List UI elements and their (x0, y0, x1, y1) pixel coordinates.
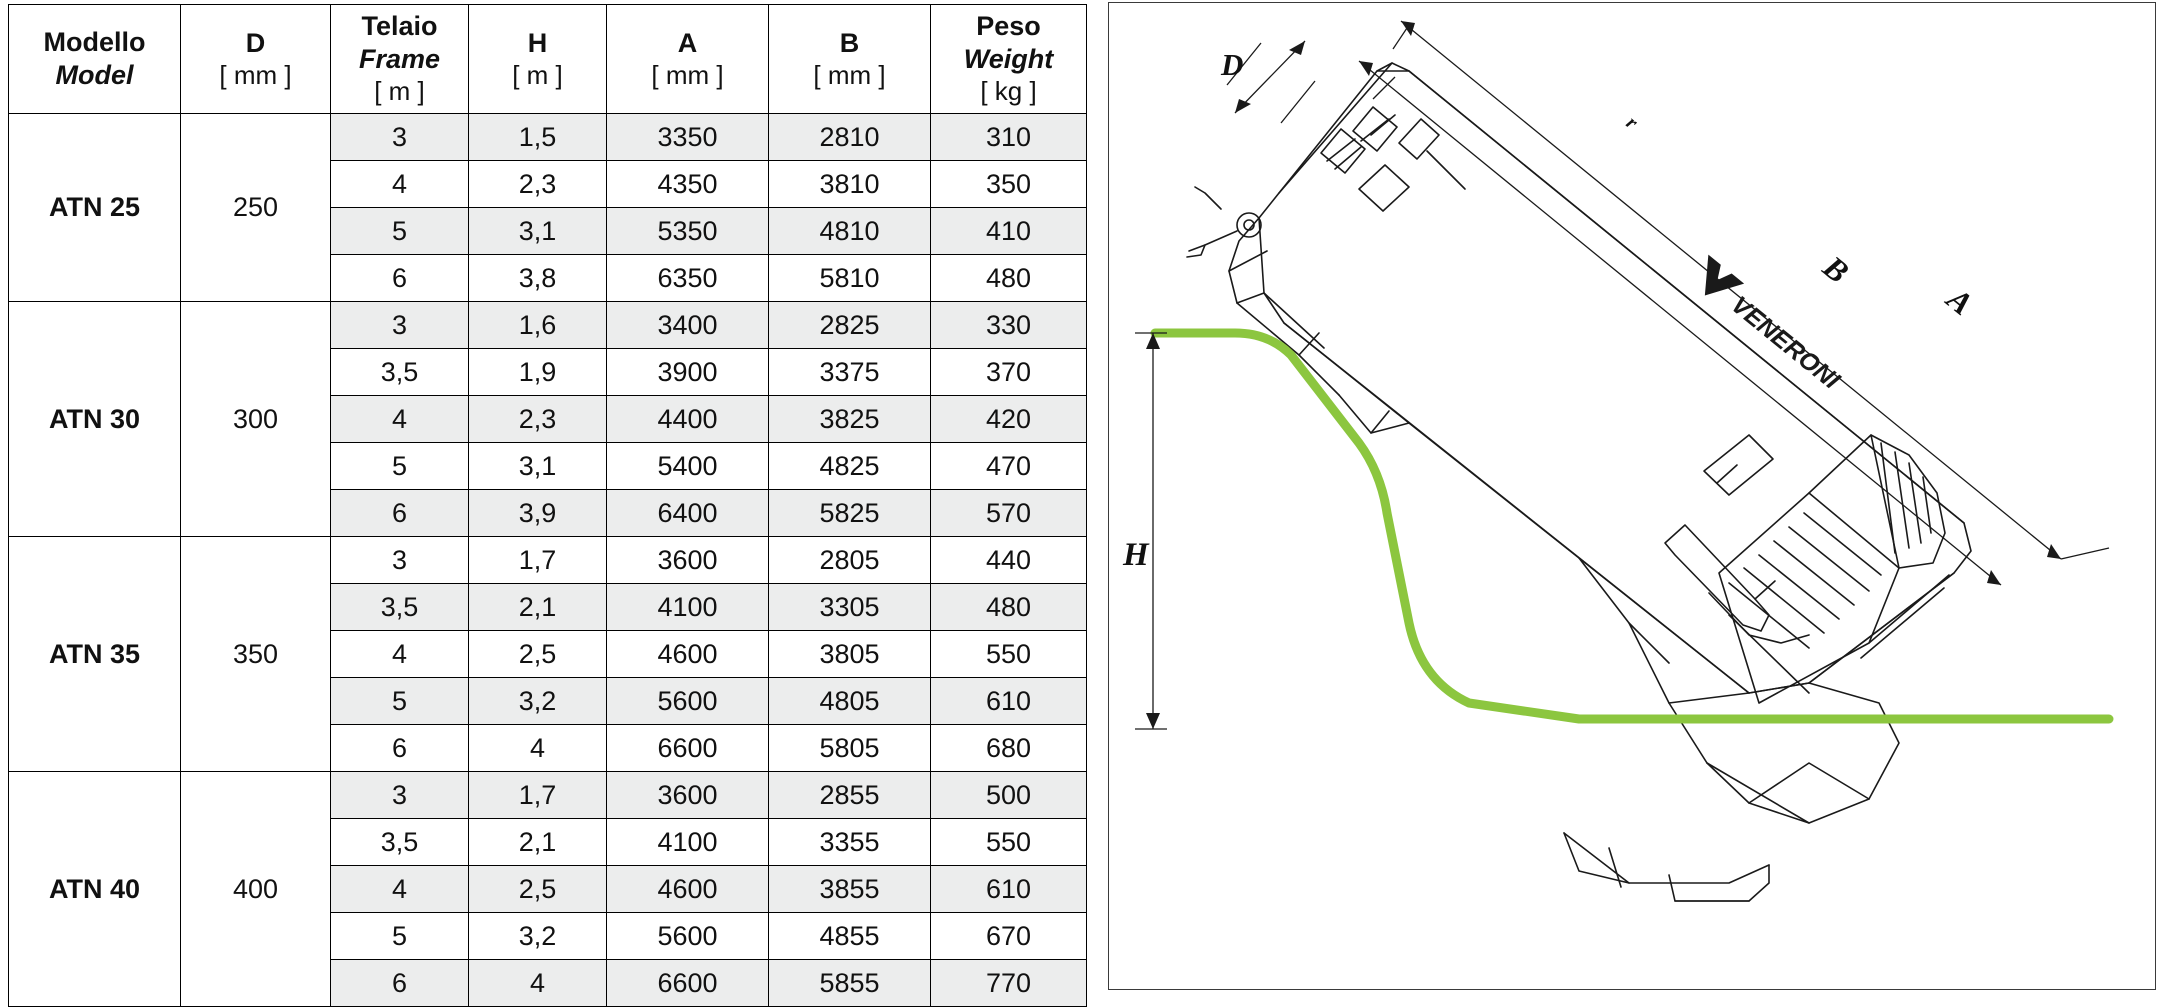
column-header-a (607, 5, 769, 114)
column-header-frame (331, 5, 469, 114)
cell-h: 3,1 (469, 443, 607, 490)
cell-b: 3305 (769, 584, 931, 631)
cell-h: 2,1 (469, 819, 607, 866)
cell-h: 2,1 (469, 584, 607, 631)
impeller-housing (1809, 435, 1945, 568)
dimension-label-a: A (1940, 280, 1980, 322)
dimension-label-d: D (1221, 47, 1244, 82)
column-header-h (469, 5, 607, 114)
cell-a: 3600 (607, 537, 769, 584)
cell-h: 1,5 (469, 114, 607, 161)
table-header-row (9, 5, 1087, 114)
cell-weight: 680 (931, 725, 1087, 772)
cell-b: 3825 (769, 396, 931, 443)
cell-weight: 410 (931, 208, 1087, 255)
cell-a: 3350 (607, 114, 769, 161)
cell-h: 1,7 (469, 537, 607, 584)
cell-a: 5600 (607, 678, 769, 725)
cell-weight: 610 (931, 866, 1087, 913)
cell-h: 2,3 (469, 396, 607, 443)
column-header-d-label: D (245, 27, 266, 58)
cell-frame: 5 (331, 913, 469, 960)
cell-h: 3,8 (469, 255, 607, 302)
cell-b: 2805 (769, 537, 931, 584)
cell-frame: 5 (331, 678, 469, 725)
column-header-b-label: B (839, 27, 860, 58)
cell-b: 2855 (769, 772, 931, 819)
technical-drawing-panel (1108, 2, 2156, 990)
cell-model: ATN 25 (9, 114, 181, 302)
tube-clamps (1321, 107, 1409, 211)
cell-h: 2,5 (469, 866, 607, 913)
ground-flow-line (1155, 333, 2109, 719)
cell-frame: 3 (331, 537, 469, 584)
cell-b: 5825 (769, 490, 931, 537)
specification-table (8, 4, 1087, 1007)
column-header-a-label: A (677, 27, 698, 58)
cell-frame: 4 (331, 631, 469, 678)
auger-tube-outline (1259, 63, 1971, 693)
cell-b: 4805 (769, 678, 931, 725)
cell-b: 4855 (769, 913, 931, 960)
table-row (9, 302, 1087, 349)
cell-a: 5600 (607, 913, 769, 960)
cell-b: 3810 (769, 161, 931, 208)
cell-h: 1,9 (469, 349, 607, 396)
cell-a: 6400 (607, 490, 769, 537)
cell-weight: 500 (931, 772, 1087, 819)
cell-a: 4600 (607, 866, 769, 913)
cell-model: ATN 35 (9, 537, 181, 772)
column-header-h-unit: [ m ] (512, 59, 563, 90)
column-header-h-label: H (527, 27, 548, 58)
cell-h: 3,1 (469, 208, 607, 255)
cell-b: 3355 (769, 819, 931, 866)
column-header-frame-en: Frame (358, 44, 441, 75)
cell-h: 1,6 (469, 302, 607, 349)
cell-h: 3,9 (469, 490, 607, 537)
cell-weight: 670 (931, 913, 1087, 960)
cell-a: 6600 (607, 960, 769, 1007)
cell-b: 5805 (769, 725, 931, 772)
column-header-weight-en: Weight (963, 44, 1054, 75)
cell-h: 2,3 (469, 161, 607, 208)
column-header-frame-it: Telaio (361, 11, 438, 42)
cell-weight: 480 (931, 255, 1087, 302)
cell-frame: 5 (331, 208, 469, 255)
table-header (9, 5, 1087, 114)
table-row (9, 772, 1087, 819)
cell-h: 4 (469, 725, 607, 772)
cell-a: 3600 (607, 772, 769, 819)
cell-a: 4350 (607, 161, 769, 208)
cell-frame: 5 (331, 443, 469, 490)
cell-frame: 3,5 (331, 349, 469, 396)
cell-b: 3855 (769, 866, 931, 913)
cell-h: 1,7 (469, 772, 607, 819)
cell-weight: 370 (931, 349, 1087, 396)
cell-weight: 330 (931, 302, 1087, 349)
column-header-weight-unit: [ kg ] (980, 76, 1037, 107)
cell-h: 3,2 (469, 913, 607, 960)
table-body (9, 114, 1087, 1007)
column-header-weight-it: Peso (976, 11, 1041, 42)
hydraulic-cylinder (1399, 119, 1465, 189)
cell-b: 3375 (769, 349, 931, 396)
cell-frame: 3,5 (331, 819, 469, 866)
cell-weight: 350 (931, 161, 1087, 208)
cell-weight: 550 (931, 631, 1087, 678)
cell-a: 5400 (607, 443, 769, 490)
table-row (9, 114, 1087, 161)
cell-frame: 6 (331, 960, 469, 1007)
cell-weight: 420 (931, 396, 1087, 443)
column-header-b (769, 5, 931, 114)
cell-model: ATN 30 (9, 302, 181, 537)
cell-b: 4810 (769, 208, 931, 255)
cell-frame: 3 (331, 772, 469, 819)
cell-frame: 6 (331, 725, 469, 772)
cell-diameter: 350 (181, 537, 331, 772)
dimension-label-r: r (1621, 111, 1642, 134)
cell-weight: 610 (931, 678, 1087, 725)
cell-a: 6600 (607, 725, 769, 772)
specification-table-container (8, 4, 1086, 1007)
cell-frame: 6 (331, 490, 469, 537)
cell-b: 5810 (769, 255, 931, 302)
cell-h: 2,5 (469, 631, 607, 678)
cell-a: 3400 (607, 302, 769, 349)
cell-frame: 4 (331, 161, 469, 208)
cell-h: 4 (469, 960, 607, 1007)
column-header-d (181, 5, 331, 114)
cell-weight: 470 (931, 443, 1087, 490)
cell-frame: 4 (331, 866, 469, 913)
dimension-label-b: B (1816, 248, 1856, 290)
cell-weight: 770 (931, 960, 1087, 1007)
cell-diameter: 400 (181, 772, 331, 1007)
cell-b: 2810 (769, 114, 931, 161)
column-header-d-unit: [ mm ] (219, 59, 292, 90)
lower-hopper (1579, 558, 1899, 823)
cell-frame: 3 (331, 302, 469, 349)
column-header-frame-unit: [ m ] (374, 76, 425, 107)
cell-model: ATN 40 (9, 772, 181, 1007)
mount-plate (1704, 435, 1773, 495)
column-header-a-unit: [ mm ] (651, 59, 724, 90)
cell-a: 6350 (607, 255, 769, 302)
cell-weight: 440 (931, 537, 1087, 584)
cell-b: 4825 (769, 443, 931, 490)
cell-weight: 570 (931, 490, 1087, 537)
cell-diameter: 300 (181, 302, 331, 537)
cell-a: 4100 (607, 819, 769, 866)
cell-a: 4100 (607, 584, 769, 631)
cell-frame: 4 (331, 396, 469, 443)
brand-logo-text: VENERONI (1725, 290, 1845, 395)
dimension-label-h: H (1123, 537, 1149, 573)
cell-frame: 3 (331, 114, 469, 161)
cell-b: 5855 (769, 960, 931, 1007)
cell-weight: 480 (931, 584, 1087, 631)
column-header-model-it: Modello (43, 27, 146, 58)
pto-drive (1665, 525, 1809, 693)
support-stand (1564, 833, 1769, 901)
cell-b: 2825 (769, 302, 931, 349)
cell-diameter: 250 (181, 114, 331, 302)
cell-frame: 3,5 (331, 584, 469, 631)
cell-a: 4600 (607, 631, 769, 678)
column-header-b-unit: [ mm ] (813, 59, 886, 90)
cell-a: 4400 (607, 396, 769, 443)
cell-weight: 310 (931, 114, 1087, 161)
column-header-model (9, 5, 181, 114)
cell-b: 3805 (769, 631, 931, 678)
column-header-model-en: Model (55, 60, 134, 90)
cell-frame: 6 (331, 255, 469, 302)
cell-weight: 550 (931, 819, 1087, 866)
table-row (9, 537, 1087, 584)
column-header-weight (931, 5, 1087, 114)
cell-a: 3900 (607, 349, 769, 396)
cell-h: 3,2 (469, 678, 607, 725)
cell-a: 5350 (607, 208, 769, 255)
